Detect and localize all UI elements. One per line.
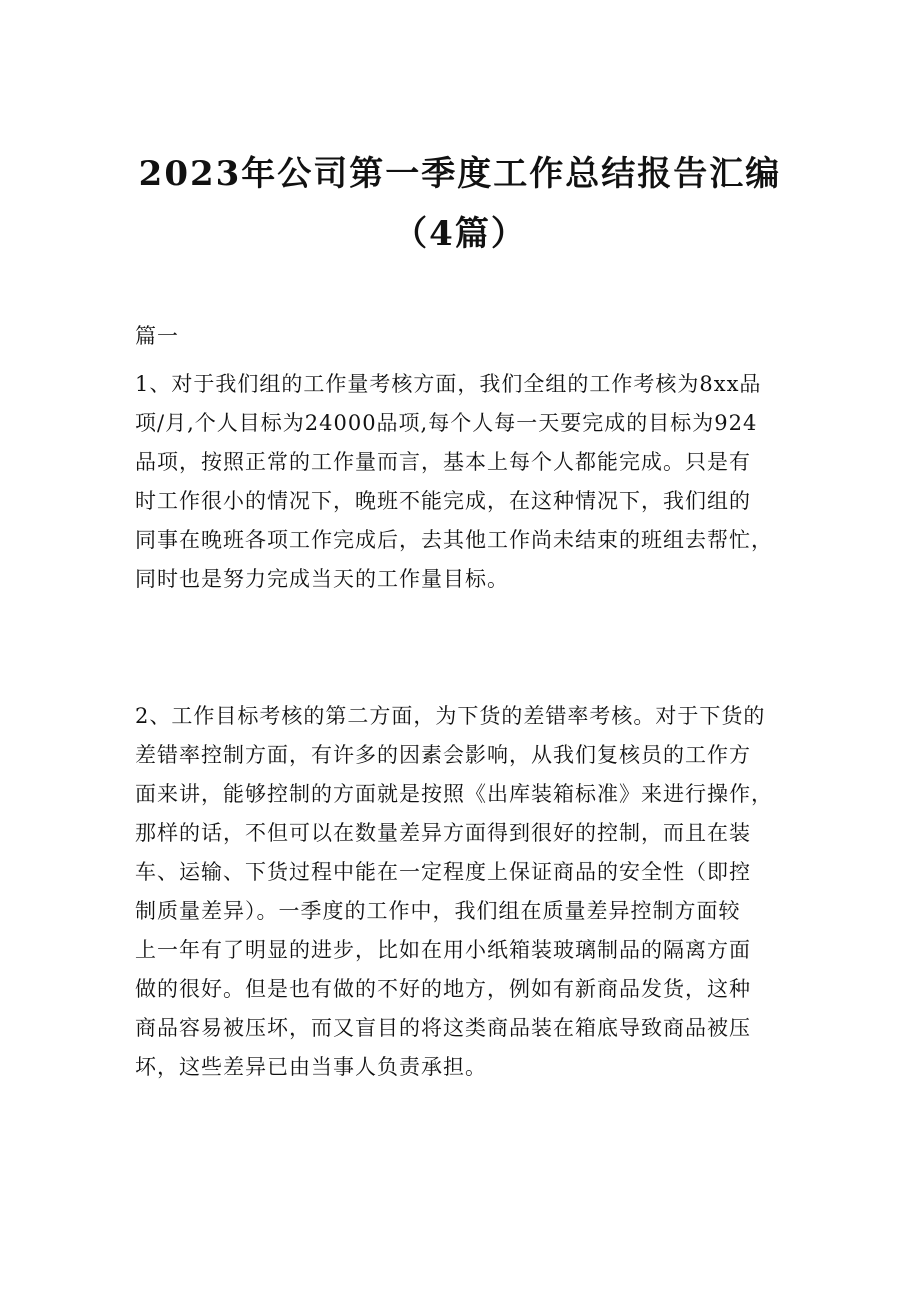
paragraph-1 <box>135 365 795 599</box>
paragraph-line: 上一年有了明显的进步，比如在用小纸箱装玻璃制品的隔离方面 <box>135 938 751 962</box>
paragraph-line: 同时也是努力完成当天的工作量目标。 <box>135 567 509 591</box>
paragraph-line: 那样的话，不但可以在数量差异方面得到很好的控制，而且在装 <box>135 821 751 845</box>
paragraph-line: 差错率控制方面，有许多的因素会影响，从我们复核员的工作方 <box>135 743 751 767</box>
paragraph-line: 项/月,个人目标为24000品项,每个人每一天要完成的目标为924 <box>135 411 758 435</box>
document-title: 2023年公司第一季度工作总结报告汇编 <box>138 154 782 194</box>
paragraph-line: 制质量差异）。一季度的工作中，我们组在质量差异控制方面较 <box>135 899 741 923</box>
paragraph-line: 时工作很小的情况下，晚班不能完成，在这种情况下，我们组的 <box>135 489 751 513</box>
paragraph-line: 车、运输、下货过程中能在一定程度上保证商品的安全性（即控 <box>135 860 751 884</box>
paragraph-line: 同事在晚班各项工作完成后，去其他工作尚未结束的班组去帮忙， <box>135 528 773 552</box>
paragraph-2 <box>135 697 795 1087</box>
paragraph-line: 坏，这些差异已由当事人负责承担。 <box>135 1055 487 1079</box>
paragraph-line: 面来讲，能够控制的方面就是按照《出库装箱标准》来进行操作， <box>135 782 773 806</box>
paragraph-line: 2、工作目标考核的第二方面，为下货的差错率考核。对于下货的 <box>135 704 766 728</box>
paragraph-line: 商品容易被压坏，而又盲目的将这类商品装在箱底导致商品被压 <box>135 1016 751 1040</box>
section-label-text: 篇一 <box>135 324 179 348</box>
paragraph-line: 1、对于我们组的工作量考核方面，我们全组的工作考核为8xx品 <box>135 372 762 396</box>
paragraph-line: 做的很好。但是也有做的不好的地方，例如有新商品发货，这种 <box>135 977 751 1001</box>
section-label <box>135 317 795 356</box>
document-subtitle: （4篇） <box>393 214 527 254</box>
paragraph-line: 品项，按照正常的工作量而言，基本上每个人都能完成。只是有 <box>135 450 751 474</box>
